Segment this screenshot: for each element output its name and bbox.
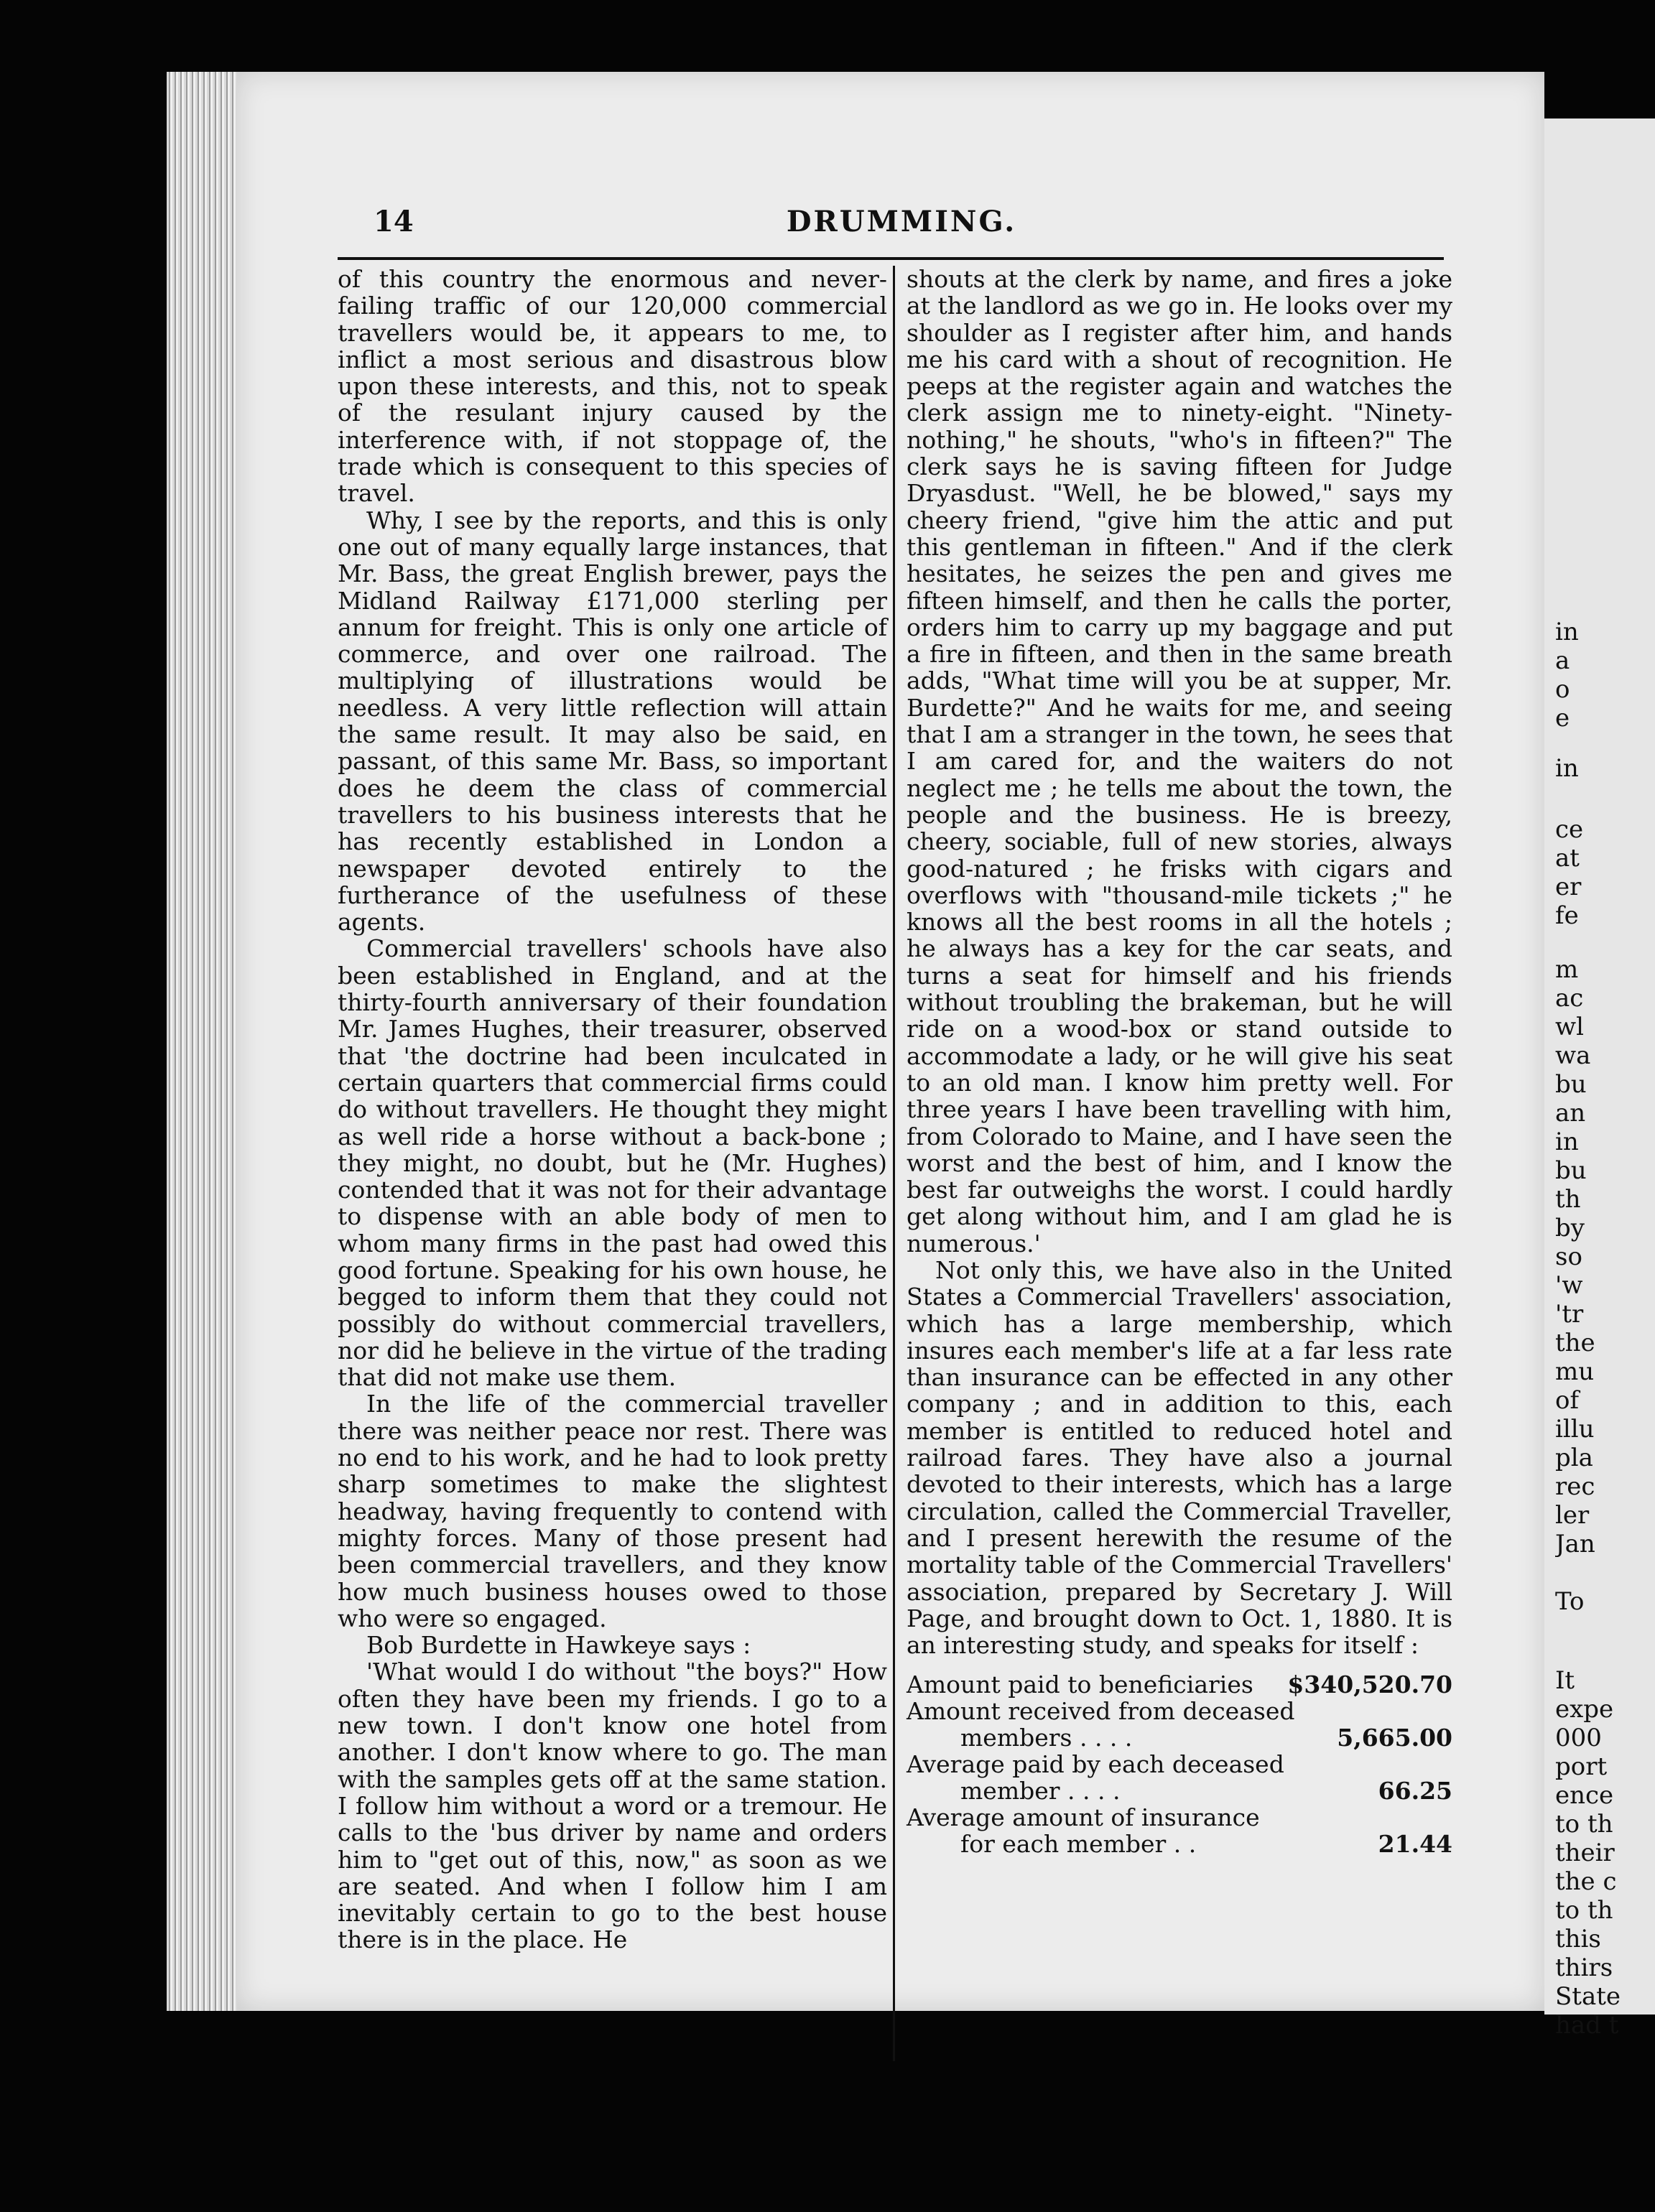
row-amount: $340,520.70	[1287, 1670, 1452, 1699]
facing-page-line: o	[1555, 675, 1570, 704]
table-row	[907, 1804, 1452, 1831]
row-label-continuation: for each member . .	[960, 1830, 1197, 1859]
facing-page-line: 'w	[1555, 1271, 1583, 1300]
row-label-continuation: members . . . .	[960, 1724, 1133, 1752]
facing-page-line: rec	[1555, 1472, 1595, 1501]
facing-page-line: m	[1555, 955, 1579, 984]
table-row	[907, 1671, 1452, 1698]
table-row	[907, 1831, 1452, 1857]
paragraph: 'What would I do without "the boys?" How often they have been my friends. I go to a new town. I don't know one hotel from another. I don't know where to go. The man with the samples gets off at the same station. I follow him without a word or a tremour. He calls to the 'bus driver by name and orders him to "get out of this, now," as soon as we are seated. And when I follow him I am inevitably certain to go to the best house there is in the place. He	[338, 1658, 887, 1954]
table-row	[907, 1778, 1452, 1804]
facing-page-line: bu	[1555, 1156, 1587, 1185]
facing-page-line: ence	[1555, 1781, 1614, 1810]
facing-page-line: illu	[1555, 1415, 1595, 1444]
row-label: Amount paid to beneficiaries	[907, 1670, 1253, 1699]
facing-page-line: ce	[1555, 815, 1584, 844]
facing-page-line: 'tr	[1555, 1300, 1584, 1329]
facing-page-line: expe	[1555, 1695, 1614, 1724]
paragraph: Bob Burdette in Hawkeye says :	[366, 1631, 751, 1660]
row-label-continuation: member . . . .	[960, 1777, 1121, 1806]
facing-page-line: Jan	[1555, 1530, 1595, 1558]
facing-page-line: wa	[1555, 1041, 1591, 1070]
facing-page-line: by	[1555, 1214, 1585, 1242]
row-amount: 66.25	[1378, 1777, 1452, 1806]
facing-page-line: to th	[1555, 1896, 1613, 1925]
facing-page-line: bu	[1555, 1070, 1587, 1099]
facing-page-line: their	[1555, 1839, 1615, 1867]
facing-page-line: State	[1555, 1982, 1621, 2011]
facing-page-line: mu	[1555, 1357, 1595, 1386]
row-amount: 21.44	[1378, 1830, 1452, 1859]
facing-page-line: a	[1555, 646, 1570, 675]
table-row	[907, 1698, 1452, 1724]
facing-page-line: fe	[1555, 901, 1579, 930]
row-amount: 5,665.00	[1337, 1724, 1452, 1752]
facing-page-line: thirs	[1555, 1953, 1613, 1982]
paragraph: Not only this, we have also in the United States a Commercial Travellers' association, which has a large membership, which insures each member's life at a far less rate than insurance can be effected in any other company ; and in addition to this, each member is entitled to reduced hotel and railroad fares. They have also a journal devoted to their interests, which has a large circulation, called the Commercial Traveller, and I present herewith the resume of the mortality table of the Commercial Travellers' association, prepared by Secretary J. Will Page, and brought down to Oct. 1, 1880. It is an interesting study, and speaks for itself :	[907, 1255, 1452, 1660]
facing-page-line: an	[1555, 1099, 1586, 1128]
page-number: 14	[374, 205, 414, 238]
facing-page-line: at	[1555, 844, 1580, 873]
paragraph: In the life of the commercial traveller there was neither peace nor rest. There was no end to his work, and he had to look pretty sharp sometimes to make the slightest headway, having frequently to contend with mighty forces. Many of those present had been commercial travellers, and they know how much business houses owed to those who were so engaged.	[338, 1390, 887, 1632]
paragraph: Why, I see by the reports, and this is only one out of many equally large instances, that Mr. Bass, the great English brewer, pays the Midland Railway £171,000 sterling per annum for freight. This is only one article of commerce, and over one railroad. The multiplying of illustrations would be needless. A very little reflection will attain the same result. It may also be said, en passant, of this same Mr. Bass, so important does he deem the class of commercial travellers to his business interests that he has recently established in London a newspaper devoted entirely to the furtherance of the usefulness of these agents.	[338, 506, 887, 937]
facing-page-line: to th	[1555, 1810, 1613, 1839]
mortality-table	[907, 1671, 1452, 1857]
row-label: Average amount of insurance	[907, 1803, 1260, 1832]
facing-page-line: the	[1555, 1329, 1595, 1357]
facing-page-line: had t	[1555, 2011, 1619, 2040]
facing-page-line: in	[1555, 754, 1579, 783]
facing-page-line: in	[1555, 618, 1579, 646]
table-row	[907, 1751, 1452, 1778]
facing-page-line: port	[1555, 1752, 1608, 1781]
paragraph: of this country the enormous and never-failing traffic of our 120,000 commercial travellers would be, it appears to me, to inflict a most serious and disastrous blow upon these interests, and this, not to speak of the resulant injury caused by the interference with, if not stoppage of, the trade which is consequent to this species of travel.	[338, 265, 887, 508]
row-label: Amount received from deceased	[907, 1697, 1295, 1726]
facing-page-line: 000	[1555, 1724, 1602, 1752]
facing-page-line: in	[1555, 1128, 1579, 1156]
facing-page-line: It	[1555, 1666, 1575, 1695]
facing-page-line: To	[1555, 1587, 1585, 1616]
facing-page-line: this	[1555, 1925, 1601, 1953]
paragraph: Commercial travellers' schools have also been established in England, and at the thirty-fourth anniversary of their foundation Mr. James Hughes, their treasurer, observed that 'the doctrine had been inculcated in certain quarters that commercial firms could do without travellers. He thought they might as well ride a horse without a back-bone ; they might, no doubt, but he (Mr. Hughes) contended that it was not for their advantage to dispense with an able body of men to whom many firms in the past had owed this good fortune. Speaking for his own house, he begged to inform them that they could not possibly do without commercial travellers, nor did he believe in the virtue of the trading that did not make use them.	[338, 934, 887, 1392]
left-column	[338, 266, 887, 1953]
table-row	[907, 1724, 1452, 1751]
column-divider	[893, 266, 895, 2061]
paragraph: shouts at the clerk by name, and fires a joke at the landlord as we go in. He looks over my shoulder as I register after him, and hands me his card with a shout of recognition. He peeps at the register again and watches the clerk assign me to ninety-eight. "Ninety-nothing," he shouts, "who's in fifteen?" The clerk says he is saving fifteen for Judge Dryasdust. "Well, he be blowed," says my cheery friend, "give him the attic and put this gentleman in fifteen." And if the clerk hesitates, he seizes the pen and gives me fifteen himself, and then he calls the porter, orders him to carry up my baggage and put a fire in fifteen, and then in the same breath adds, "What time will you be at supper, Mr. Burdette?" And he waits for me, and seeing that I am a stranger in the town, he sees that I am cared for, and the waiters do not neglect me ; he tells me about the town, the people and the business. He is breezy, cheery, sociable, full of new stories, always good-natured ; he frisks with cigars and overflows with "thousand-mile tickets ;" he knows all the best rooms in all the hotels ; he always has a key for the car seats, and turns a seat for himself and his friends without troubling the brakeman, but he will ride on a wood-box or stand outside to accommodate a lady, or he will give his seat to an old man. I know him pretty well. For three years I have been travelling with him, from Colorado to Maine, and I have seen the worst and the best of him, and I know the best far outweighs the worst. I could hardly get along without him, and I am glad he is numerous.'	[907, 265, 1452, 1258]
facing-page-line: pla	[1555, 1444, 1593, 1472]
facing-page-line: e	[1555, 704, 1570, 733]
facing-page-line: so	[1555, 1242, 1582, 1271]
right-column	[907, 266, 1452, 1857]
facing-page-line: wl	[1555, 1013, 1584, 1041]
facing-page-line: ler	[1555, 1501, 1590, 1530]
page-header	[363, 205, 1440, 248]
row-label: Average paid by each deceased	[907, 1750, 1284, 1779]
facing-page-line: th	[1555, 1185, 1581, 1214]
facing-page-line: er	[1555, 873, 1582, 901]
facing-page-line: of	[1555, 1386, 1580, 1415]
header-rule	[338, 257, 1444, 260]
running-title: DRUMMING.	[786, 205, 1017, 238]
facing-page-line: the c	[1555, 1867, 1617, 1896]
facing-page-line: ac	[1555, 984, 1584, 1013]
